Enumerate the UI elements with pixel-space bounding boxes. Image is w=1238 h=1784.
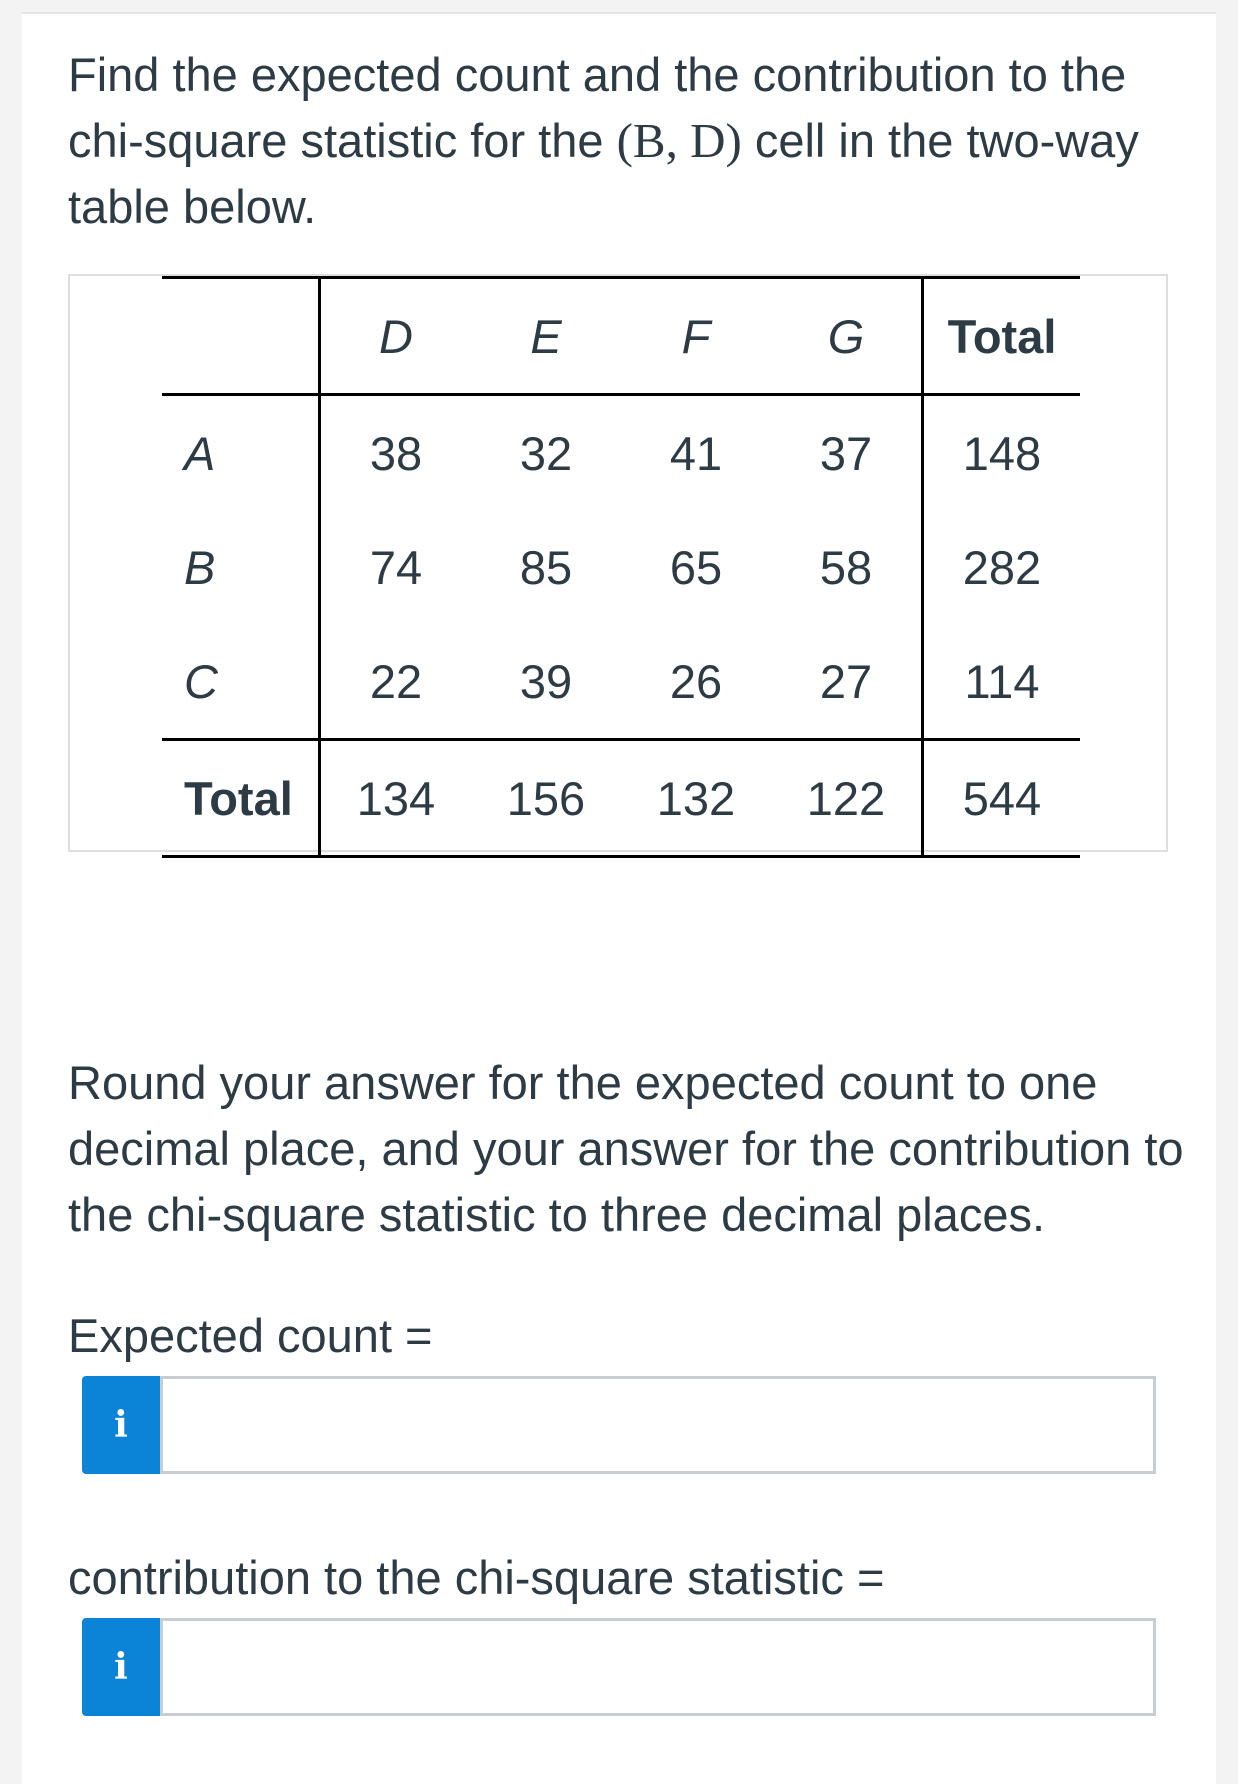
column-header: D bbox=[320, 278, 472, 395]
rounding-instructions: Round your answer for the expected count to one decimal place, and your answer for the contribution to the chi-square statistic to three decimal places. bbox=[68, 1056, 1184, 1241]
table-cell: 38 bbox=[320, 395, 472, 511]
grand-total-cell: 544 bbox=[923, 740, 1081, 857]
info-icon[interactable]: i bbox=[82, 1376, 160, 1474]
row-label: B bbox=[184, 540, 216, 594]
contribution-input[interactable] bbox=[160, 1618, 1156, 1716]
table-corner bbox=[162, 278, 320, 395]
column-total-cell: 122 bbox=[771, 740, 923, 857]
expected-count-row bbox=[82, 1376, 1156, 1474]
table-cell: 74 bbox=[320, 510, 472, 624]
table-cell: 85 bbox=[519, 540, 573, 594]
table-row bbox=[162, 624, 1080, 740]
table-cell: 27 bbox=[819, 654, 873, 708]
expected-count-input[interactable] bbox=[160, 1376, 1156, 1474]
cell-reference: (B, D) bbox=[616, 113, 742, 168]
column-total-cell: 132 bbox=[621, 740, 771, 857]
table-cell: 32 bbox=[519, 426, 573, 480]
contribution-row bbox=[82, 1618, 1156, 1716]
expected-count-label: Expected count = bbox=[68, 1309, 433, 1362]
table-cell: 41 bbox=[669, 426, 723, 480]
column-total-cell: 156 bbox=[471, 740, 621, 857]
table-cell: 58 bbox=[819, 540, 873, 594]
question-card bbox=[22, 12, 1216, 1784]
row-label-total: Total bbox=[162, 740, 320, 857]
table-cell: 39 bbox=[519, 654, 573, 708]
table-cell: 65 bbox=[669, 540, 723, 594]
table-totals-row bbox=[162, 740, 1080, 857]
row-total-cell: 148 bbox=[923, 395, 1081, 511]
column-total-cell: 134 bbox=[320, 740, 472, 857]
table-cell: 22 bbox=[320, 624, 472, 740]
two-way-table-container bbox=[68, 274, 1168, 852]
column-header: F bbox=[621, 278, 771, 395]
table-cell: 37 bbox=[819, 426, 873, 480]
table-row bbox=[162, 395, 1080, 511]
table-header-row bbox=[162, 278, 1080, 395]
column-header-total: Total bbox=[923, 278, 1081, 395]
table-row bbox=[162, 510, 1080, 624]
row-total-cell: 282 bbox=[923, 510, 1081, 624]
two-way-table bbox=[162, 276, 1080, 858]
column-header: G bbox=[771, 278, 923, 395]
row-total-cell: 114 bbox=[923, 624, 1081, 740]
column-header: E bbox=[471, 278, 621, 395]
contribution-label: contribution to the chi-square statistic = bbox=[68, 1551, 885, 1604]
table-cell: 26 bbox=[669, 654, 723, 708]
row-label: C bbox=[184, 654, 218, 708]
question-text: Find the expected count and the contribution to the chi-square statistic for the (B, D) cell in the two-way table below. bbox=[68, 48, 1139, 233]
info-icon[interactable]: i bbox=[82, 1618, 160, 1716]
row-label: A bbox=[184, 426, 216, 480]
